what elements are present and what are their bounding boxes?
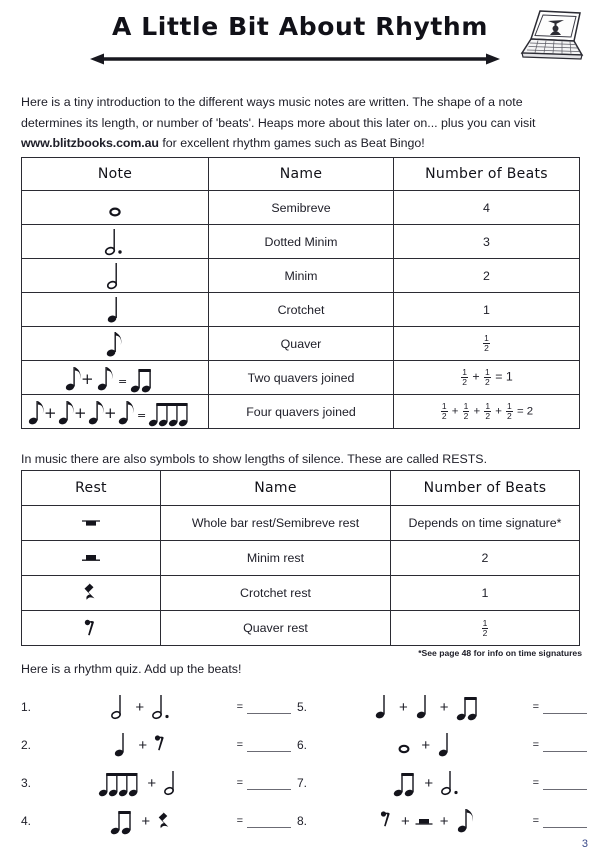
svg-text:+: + <box>104 403 117 422</box>
equals-sign: = <box>236 777 243 789</box>
table-row <box>22 611 580 646</box>
quaver-symbol <box>453 805 477 837</box>
intro-text-part2: for excellent rhythm games such as Beat Bingo! <box>158 136 425 151</box>
crotchet-symbol <box>110 729 134 761</box>
table-row <box>22 293 580 327</box>
minim-symbol <box>107 691 131 723</box>
quiz-column-right <box>297 688 587 840</box>
plus-sign: + <box>439 698 449 716</box>
plus-sign: + <box>135 698 145 716</box>
rest-values-table <box>21 470 580 646</box>
note-name: Semibreve <box>209 191 394 225</box>
svg-text:=: = <box>137 408 147 422</box>
column-header-beats: Number of Beats <box>391 471 580 506</box>
quiz-expression <box>51 767 237 799</box>
note-name: Quaver <box>209 327 394 361</box>
rest-beats: $\frac{1}{2}$ <box>391 611 580 646</box>
quiz-column-left <box>21 688 291 840</box>
table-row <box>22 541 580 576</box>
table-row <box>22 259 580 293</box>
quiz-item <box>297 802 587 840</box>
quiz-item-number: 8. <box>297 814 308 828</box>
rest-name: Whole bar rest/Semibreve rest <box>161 506 391 541</box>
equals-sign: = <box>532 815 539 827</box>
time-signature-footnote: *See page 48 for info on time signatures <box>418 648 582 658</box>
equals-sign: = <box>532 777 539 789</box>
svg-text:+: + <box>44 403 57 422</box>
rest-name: Quaver rest <box>161 611 391 646</box>
laptop-computer-icon <box>518 8 584 66</box>
four-joined-quavers-symbol <box>97 767 143 799</box>
quaver-rest-symbol <box>377 805 397 837</box>
intro-text-part1: Here is a tiny introduction to the different ways music notes are written. The shape of a note determines its length, or number of 'beats'. Heaps more about this later on... plus you can visit <box>21 95 536 130</box>
page-number: 3 <box>581 838 588 850</box>
blitzbooks-url[interactable]: www.blitzbooks.com.au <box>21 136 159 151</box>
rest-name: Crotchet rest <box>161 576 391 611</box>
crotchet-symbol <box>22 293 209 327</box>
note-beats: $\frac{1}{2}$ + $\frac{1}{2}$ = 1 <box>394 361 580 395</box>
svg-text:+: + <box>74 403 87 422</box>
two-joined-quavers-symbol <box>453 691 483 723</box>
quiz-item <box>21 802 291 840</box>
plus-sign: + <box>141 812 151 830</box>
note-beats: $\frac{1}{2}$ + $\frac{1}{2}$ + $\frac{1}{2}$ + $\frac{1}{2}$ = 2 <box>394 395 580 429</box>
dotted-minim-symbol <box>22 225 209 259</box>
plus-sign: + <box>439 812 449 830</box>
double-headed-arrow-icon <box>90 52 500 66</box>
dotted-minim-symbol <box>148 691 174 723</box>
table-row <box>22 395 580 429</box>
note-name: Crotchet <box>209 293 394 327</box>
rest-name: Minim rest <box>161 541 391 576</box>
column-header-note: Note <box>22 158 209 191</box>
quiz-expression <box>327 767 533 799</box>
answer-blank[interactable] <box>247 776 291 790</box>
quiz-item-number: 5. <box>297 700 308 714</box>
quiz-item-number: 7. <box>297 776 308 790</box>
quiz-expression <box>327 729 533 761</box>
plus-sign: + <box>147 774 157 792</box>
quiz-expression <box>327 691 533 723</box>
two-quavers-joined-symbol <box>22 361 209 395</box>
equals-sign: = <box>236 739 243 751</box>
intro-paragraph <box>21 92 583 154</box>
quiz-item <box>297 764 587 802</box>
quiz-expression <box>51 691 237 723</box>
equals-sign: = <box>236 815 243 827</box>
page-header <box>0 0 600 78</box>
crotchet-rest-symbol <box>22 576 161 611</box>
answer-blank[interactable] <box>247 738 291 752</box>
quaver-rest-symbol <box>151 729 171 761</box>
answer-blank[interactable] <box>247 700 291 714</box>
table-row <box>22 191 580 225</box>
quiz-expression <box>51 805 237 837</box>
quaver-symbol <box>22 327 209 361</box>
note-beats: $\frac{1}{2}$ <box>394 327 580 361</box>
equals-sign: = <box>532 701 539 713</box>
quaver-rest-symbol <box>22 611 161 646</box>
minim-symbol <box>22 259 209 293</box>
semibreve-rest-symbol <box>22 506 161 541</box>
plus-sign: + <box>401 812 410 830</box>
quiz-item-number: 6. <box>297 738 308 752</box>
rests-intro-paragraph: In music there are also symbols to show lengths of silence. These are called RESTS. <box>21 452 488 467</box>
column-header-beats: Number of Beats <box>394 158 580 191</box>
answer-blank[interactable] <box>543 700 587 714</box>
equals-sign: = <box>236 701 243 713</box>
column-header-rest: Rest <box>22 471 161 506</box>
plus-sign: + <box>138 736 148 754</box>
crotchet-rest-symbol <box>154 805 174 837</box>
quiz-item-number: 4. <box>21 814 32 828</box>
minim-rest-symbol <box>22 541 161 576</box>
column-header-name: Name <box>161 471 391 506</box>
rest-beats: 1 <box>391 576 580 611</box>
rest-beats: 2 <box>391 541 580 576</box>
answer-blank[interactable] <box>247 814 291 828</box>
note-name: Four quavers joined <box>209 395 394 429</box>
table-row <box>22 361 580 395</box>
svg-text:=: = <box>118 374 128 388</box>
note-beats: 3 <box>394 225 580 259</box>
page-title: A Little Bit About Rhythm <box>112 12 488 41</box>
dotted-minim-symbol <box>437 767 463 799</box>
two-joined-quavers-symbol <box>390 767 420 799</box>
table-row <box>22 327 580 361</box>
minim-symbol <box>160 767 184 799</box>
quiz-item-number: 2. <box>21 738 32 752</box>
quiz-item <box>297 688 587 726</box>
quiz-expression <box>327 805 533 837</box>
quiz-item <box>21 764 291 802</box>
quiz-item <box>297 726 587 764</box>
semibreve-symbol <box>395 729 417 761</box>
plus-sign: + <box>424 774 434 792</box>
rest-beats: Depends on time signature* <box>391 506 580 541</box>
table-row <box>22 506 580 541</box>
quiz-item-number: 3. <box>21 776 32 790</box>
note-name: Dotted Minim <box>209 225 394 259</box>
quiz-item <box>21 688 291 726</box>
note-values-table <box>21 157 580 429</box>
quiz-item-number: 1. <box>21 700 32 714</box>
crotchet-symbol <box>434 729 458 761</box>
svg-text:+: + <box>81 369 94 388</box>
note-name: Minim <box>209 259 394 293</box>
crotchet-symbol <box>412 691 436 723</box>
crotchet-symbol <box>371 691 395 723</box>
note-name: Two quavers joined <box>209 361 394 395</box>
minim-rest-symbol <box>414 805 436 837</box>
semibreve-symbol <box>22 191 209 225</box>
four-quavers-joined-symbol <box>22 395 209 429</box>
table-row <box>22 225 580 259</box>
answer-blank[interactable] <box>543 814 587 828</box>
table-header-row <box>22 158 580 191</box>
note-beats: 1 <box>394 293 580 327</box>
plus-sign: + <box>399 698 408 716</box>
plus-sign: + <box>421 736 431 754</box>
note-beats: 4 <box>394 191 580 225</box>
table-row <box>22 576 580 611</box>
quiz-item <box>21 726 291 764</box>
answer-blank[interactable] <box>543 776 587 790</box>
note-beats: 2 <box>394 259 580 293</box>
table-header-row <box>22 471 580 506</box>
answer-blank[interactable] <box>543 738 587 752</box>
quiz-heading: Here is a rhythm quiz. Add up the beats! <box>21 662 242 676</box>
equals-sign: = <box>532 739 539 751</box>
column-header-name: Name <box>209 158 394 191</box>
quiz-expression <box>51 729 237 761</box>
two-joined-quavers-symbol <box>107 805 137 837</box>
